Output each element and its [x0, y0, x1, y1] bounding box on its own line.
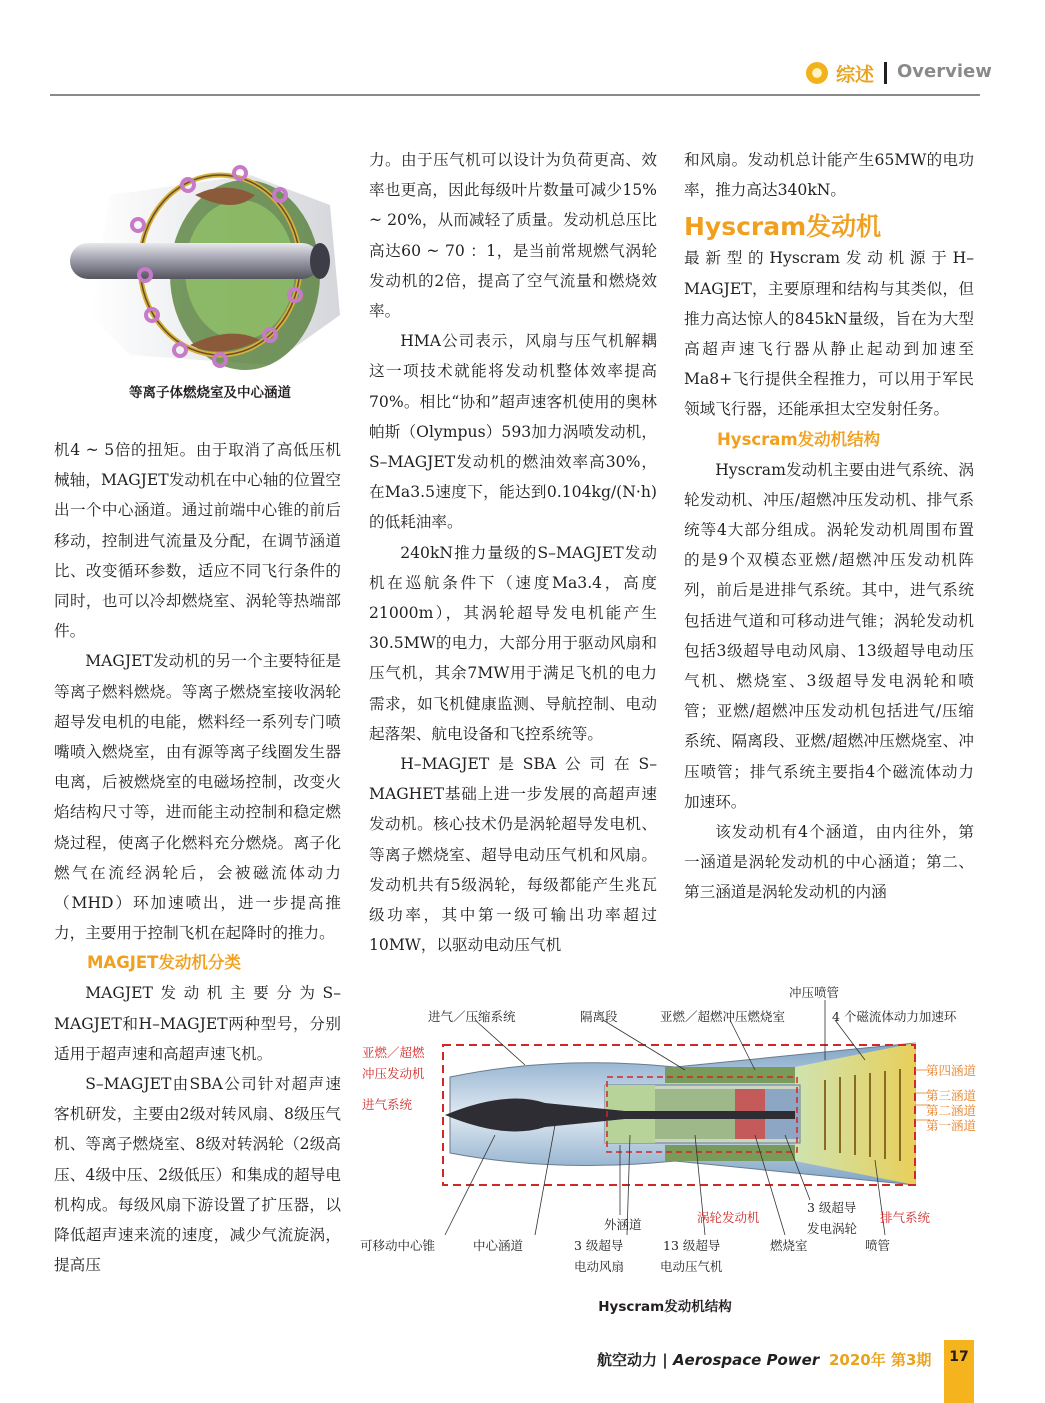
journal-logo-icon	[806, 62, 828, 84]
label-outer-duct: 外涵道	[604, 1217, 642, 1232]
figure1-caption: 等离子体燃烧室及中心涵道	[129, 385, 291, 401]
label-mhd-rings: 4 个磁流体动力加速环	[832, 1009, 957, 1024]
col1-heading: MAGJET发动机分类	[87, 953, 241, 973]
issue-label: 2020年 第3期	[829, 1351, 932, 1369]
label-duct-3: 第三涵道	[926, 1088, 977, 1103]
label-center-duct: 中心涵道	[473, 1238, 524, 1253]
label-compressor-line2: 电动压气机	[660, 1259, 723, 1274]
col2-paragraph: HMA公司表示，风扇与压气机解耦这一项技术就能将发动机整体效率提高70%。相比“协和”超声速客机使用的奥林帕斯（Olympus）593加力涡喷发动机，S–MAGJET发动机的燃油效率高30%，在Ma3.5速度下，能达到0.104kg/(N·h)的低耗油率。	[369, 332, 657, 532]
column-2	[369, 145, 657, 960]
label-ramjet-engine-line2: 冲压发动机	[362, 1066, 425, 1081]
col3-heading: Hyscram发动机	[684, 212, 882, 242]
col2-paragraph: 力。由于压气机可以设计为负荷更高、效率也更高，因此每级叶片数量可减少15% ~ 20%，从而减轻了质量。发动机总压比高达60 ~ 70 ：1，是当前常规燃气涡轮发动机的2倍，提高了空气流量和燃烧效率。	[369, 151, 657, 321]
col3-subheading: Hyscram发动机结构	[717, 429, 881, 449]
footer-divider: |	[662, 1351, 673, 1369]
label-gen-turbine-line2: 发电涡轮	[807, 1221, 858, 1236]
col3-paragraph: Hyscram发动机主要由进气系统、涡轮发动机、冲压/超燃冲压发动机、排气系统等4大部分组成。涡轮发动机周围布置的是9个双模态亚燃/超燃冲压发动机阵列，前后是进排气系统。其中，进气系统包括进气道和可移动进气锥；涡轮发动机包括3级超导电动风扇、13级超导电动压气机、燃烧室、3级超导发电涡轮和喷管；亚燃/超燃冲压发动机包括进气/压缩系统、隔离段、亚燃/超燃冲压燃烧室、冲压喷管；排气系统主要指4个磁流体动力加速环。	[684, 460, 974, 811]
col1-paragraph: S–MAGJET由SBA公司针对超声速客机研发，主要由2级对转风扇、8级压气机、等离子燃烧室、8级对转涡轮（2级高压、4级中压、2级低压）和集成的超导电机构成。每级风扇下游设置了扩压器，以降低超声速来流的速度，减少气流旋涡，提高压	[54, 1075, 341, 1275]
label-ramjet-combustor: 亚燃／超燃冲压燃烧室	[660, 1009, 786, 1024]
journal-name-en: Aerospace Power	[672, 1351, 820, 1369]
label-exhaust-system: 排气系统	[880, 1210, 931, 1225]
page-number: 17	[949, 1349, 969, 1365]
section-title-en: Overview	[897, 61, 992, 82]
col3-paragraph: 和风扇。发动机总计能产生65MW的电功率，推力高达340kN。	[684, 151, 974, 200]
col3-paragraph: 最新型的Hyscram发动机源于H–MAGJET，主要原理和结构与其类似，但推力高达惊人的845kN量级，旨在为大型高超声速飞行器从静止起动到加速至Ma8+飞行提供全程推力，可以用于军民领域飞行器，还能承担太空发射任务。	[684, 249, 974, 419]
label-intake-system: 进气系统	[362, 1097, 413, 1112]
label-fan-line2: 电动风扇	[574, 1259, 625, 1274]
label-duct-4: 第四涵道	[926, 1063, 977, 1078]
section-title-cn: 综述	[836, 64, 875, 86]
col1-paragraph: MAGJET发动机主要分为S–MAGJET和H–MAGJET两种型号，分别适用于超声速和高超声速飞机。	[54, 984, 341, 1063]
label-nozzle: 喷管	[865, 1238, 891, 1253]
label-movable-cone: 可移动中心锥	[360, 1238, 436, 1253]
label-fan-line1: 3 级超导	[574, 1238, 624, 1253]
label-ramjet-nozzle: 冲压喷管	[789, 985, 840, 1000]
label-compressor-line1: 13 级超导	[663, 1238, 721, 1253]
journal-name-cn: 航空动力	[597, 1351, 658, 1369]
label-intake-compression: 进气／压缩系统	[428, 1009, 516, 1024]
label-combustor: 燃烧室	[770, 1238, 808, 1253]
journal-name	[597, 1349, 819, 1370]
label-turbine-engine: 涡轮发动机	[697, 1210, 760, 1225]
col1-paragraph: 机4 ~ 5倍的扭矩。由于取消了高低压机械轴，MAGJET发动机在中心轴的位置空出一个中心涵道。通过前端中心锥的前后移动，控制进气流量及分配，在调节涵道比、改变循环参数，适应不同飞行条件的同时，也可以冷却燃烧室、涡轮等热端部件。	[54, 441, 341, 641]
column-3	[684, 145, 974, 908]
label-duct-1: 第一涵道	[926, 1118, 977, 1133]
col1-paragraph: MAGJET发动机的另一个主要特征是等离子燃料燃烧。等离子燃烧室接收涡轮超导发电机的电能，燃料经一系列专门喷嘴喷入燃烧室，由有源等离子线圈发生器电离，后被燃烧室的电磁场控制，改变火焰结构尺寸等，进而能主动控制和稳定燃烧过程，使离子化燃料充分燃烧。离子化燃气在流经涡轮后，会被磁流体动力（MHD）环加速喷出，进一步提高推力，主要用于控制飞机在起降时的推力。	[54, 652, 341, 943]
section-divider	[884, 62, 887, 84]
col3-paragraph: 该发动机有4个涵道，由内往外，第一涵道是涡轮发动机的中心涵道；第二、第三涵道是涡轮发动机的内涵	[684, 823, 974, 902]
col2-paragraph: H–MAGJET是SBA公司在S–MAGHET基础上进一步发展的高超声速发动机。核心技术仍是涡轮超导发电机、等离子燃烧室、超导电动压气机和风扇。发动机共有5级涡轮，每级都能产生兆瓦级功率，其中第一级可输出功率超过10MW，以驱动电动压气机	[369, 755, 657, 955]
plasma-combustor-figure	[70, 165, 345, 370]
column-1	[54, 435, 341, 1280]
col2-paragraph: 240kN推力量级的S–MAGJET发动机在巡航条件下（速度Ma3.4，高度21000m），其涡轮超导发电机能产生30.5MW的电力，大部分用于驱动风扇和压气机，其余7MW用于满足飞机的电力需求，如飞机健康监测、导航控制、电动起落架、航电设备和飞控系统等。	[369, 543, 657, 743]
label-gen-turbine-line1: 3 级超导	[807, 1200, 857, 1215]
label-duct-2: 第二涵道	[926, 1103, 977, 1118]
label-isolator: 隔离段	[580, 1009, 618, 1024]
label-ramjet-engine-line1: 亚燃／超燃	[362, 1045, 425, 1060]
page-header	[0, 0, 1045, 100]
header-rule	[50, 94, 980, 96]
figure2-caption: Hyscram发动机结构	[598, 1299, 732, 1315]
